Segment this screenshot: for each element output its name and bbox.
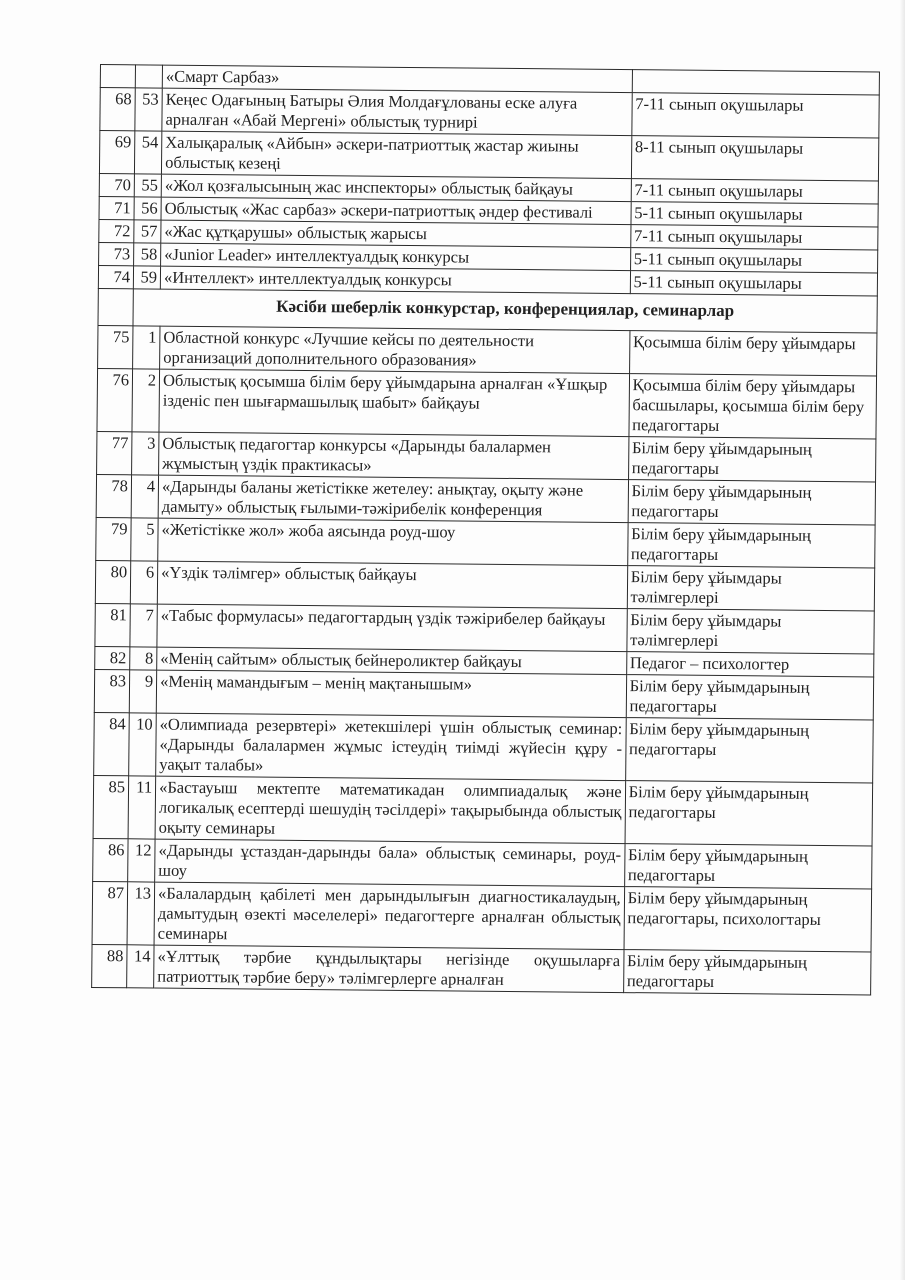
table-part-professional (92, 325, 877, 994)
event-name-cell: «Үздік тәлімгер» облыстық байқауы (157, 561, 627, 609)
table-part-students (98, 65, 879, 296)
row-subnumber-cell: 58 (134, 243, 161, 266)
row-number-cell: 69 (99, 131, 134, 174)
row-subnumber-cell: 8 (130, 647, 157, 670)
scan-edge-shadow (899, 0, 905, 1280)
row-subnumber-cell: 6 (130, 561, 157, 604)
event-name-cell: «Дарынды баланы жетістікке жетелеу: анықтау, оқыту және дамыту» облыстық ғылыми-тәжірибелік конференция (158, 475, 628, 523)
event-name-cell: Халықаралық «Айбын» әскери-патриоттық жастар жиыны облыстық кезеңі (162, 131, 632, 179)
table-row (94, 712, 874, 782)
row-subnumber-cell: 3 (132, 432, 159, 475)
table-row (92, 944, 871, 994)
event-name-cell: «Жол қозғалысының жас инспекторы» облыстық байқауы (161, 174, 631, 202)
row-subnumber-cell: 2 (132, 369, 160, 432)
audience-cell: Білім беру ұйымдарының педагогтары (623, 950, 871, 995)
row-number-cell: 75 (98, 325, 133, 368)
audience-cell: Білім беру ұйымдарының педагогтары (628, 480, 876, 525)
row-subnumber-cell: 55 (134, 174, 161, 197)
row-subnumber-cell: 9 (129, 670, 156, 713)
row-number-cell: 83 (94, 669, 129, 712)
row-number-cell: 72 (99, 219, 134, 242)
row-number-cell: 78 (96, 474, 131, 517)
row-number-cell: 82 (95, 646, 130, 669)
audience-cell: Білім беру ұйымдарының педагогтары (625, 781, 873, 846)
row-number-cell: 77 (97, 431, 132, 474)
table-row (96, 474, 875, 524)
event-name-cell: «Балалардың қабілеті мен дарындылығын диагностикалаудың, дамытудың өзекті мәселелері» педагогтерге арналған облыстық семинары (154, 882, 624, 950)
row-subnumber-cell: 56 (134, 197, 161, 220)
audience-cell: Білім беру ұйымдарының педагогтары (625, 718, 873, 783)
row-subnumber-cell: 5 (131, 518, 158, 561)
event-name-cell: «Менің сайтым» облыстық бейнероликтер байқауы (157, 647, 627, 675)
row-number-cell: 73 (99, 242, 134, 265)
section-header-index-cell (98, 288, 133, 325)
event-name-cell: Кеңес Одағының Батыры Әлия Молдағұлованы еске алуға арналған «Абай Мергені» облыстық турнирі (162, 88, 632, 136)
event-name-cell: Областной конкурс «Лучшие кейсы по деятельности организаций дополнительного образования» (160, 326, 630, 374)
event-name-cell: «Интеллект» интеллектуалдық конкурсы (160, 266, 630, 294)
row-subnumber-cell: 12 (128, 839, 155, 882)
audience-cell: 7-11 сынып оқушылары (631, 93, 879, 138)
audience-cell: 8-11 сынып оқушылары (631, 136, 879, 181)
audience-cell: 5-11 сынып оқушылары (630, 271, 878, 296)
event-name-cell: «Бастауыш мектепте математикадан олимпиадалық және логикалық есептерді шешудің тәсілдері» тақырыбында облыстық оқыту семинары (155, 776, 625, 844)
row-subnumber-cell: 14 (127, 945, 154, 988)
table-row (94, 669, 873, 719)
table-row (93, 775, 873, 845)
row-number-cell: 80 (95, 560, 130, 603)
audience-cell: Білім беру ұйымдарының педагогтары, психологтары (624, 887, 872, 952)
audience-cell (632, 70, 880, 95)
row-subnumber-cell: 11 (128, 776, 156, 839)
event-name-cell: Облыстық «Жас сарбаз» әскери-патриоттық әндер фестивалі (161, 197, 631, 225)
section-title: Кәсіби шеберлік конкурстар, конференциялар, семинарлар (133, 289, 877, 333)
row-number-cell: 81 (95, 603, 130, 646)
row-number-cell: 74 (98, 265, 133, 288)
row-subnumber-cell: 4 (131, 475, 158, 518)
row-number-cell: 86 (93, 838, 128, 881)
event-name-cell: «Табыс формуласы» педагогтардың үздік тәжірибелер байқауы (157, 604, 627, 652)
table-row (92, 881, 872, 951)
event-name-cell: «Junior Leader» интеллектуалдық конкурсы (161, 243, 631, 271)
row-subnumber-cell: 59 (133, 266, 160, 289)
event-name-cell: «Жас құтқарушы» облыстық жарысы (161, 220, 631, 248)
audience-cell: Білім беру ұйымдары тәлімгерлері (627, 566, 875, 611)
row-number-cell: 76 (97, 368, 133, 431)
audience-cell: 7-11 сынып оқушылары (631, 179, 879, 204)
row-number-cell (100, 65, 135, 88)
audience-cell: Білім беру ұйымдарының педагогтары (624, 844, 872, 889)
table-row (97, 431, 876, 481)
event-name-cell: «Дарынды ұстаздан-дарынды бала» облыстық семинары, роуд-шоу (155, 839, 625, 887)
audience-cell: Білім беру ұйымдарының педагогтары (626, 675, 874, 720)
event-name-cell: «Менің мамандығым – менің мақтанышым» (156, 670, 626, 718)
row-subnumber-cell: 10 (129, 713, 157, 776)
event-name-cell: «Ұлттық тәрбие құндылықтары негізінде оқушыларға патриоттық тәрбие беру» тәлімгерлерге арналған (154, 945, 624, 993)
event-name-cell: «Жетістікке жол» жоба аясында роуд-шоу (158, 518, 628, 566)
row-number-cell: 79 (96, 517, 131, 560)
table-row (100, 88, 879, 138)
table-row (95, 560, 874, 610)
row-subnumber-cell: 1 (133, 326, 160, 369)
event-name-cell: «Смарт Сарбаз» (162, 65, 632, 93)
event-name-cell: «Олимпиада резервтері» жетекшілері үшін облыстық семинар: «Дарынды балалармен жұмыс істеудің тиімді жүйесін құру - уақыт талабы» (156, 713, 626, 781)
audience-cell: Білім беру ұйымдарының педагогтары (627, 523, 875, 568)
row-subnumber-cell: 54 (134, 131, 161, 174)
row-subnumber-cell: 7 (130, 604, 157, 647)
event-name-cell: Облыстық қосымша білім беру ұйымдарына арналған «Ұшқыр ізденіс пен шығармашылық шабыт» байқауы (159, 369, 629, 437)
events-table (91, 64, 880, 995)
table-row (93, 838, 872, 888)
table-row (98, 325, 877, 375)
table-row (99, 131, 878, 181)
audience-cell: 5-11 сынып оқушылары (630, 248, 878, 273)
row-number-cell: 84 (94, 712, 130, 775)
row-number-cell: 71 (99, 196, 134, 219)
audience-cell: Қосымша білім беру ұйымдары (629, 331, 877, 376)
row-subnumber-cell: 13 (127, 882, 155, 945)
row-subnumber-cell: 57 (134, 220, 161, 243)
audience-cell: Педагог – психологтер (626, 652, 874, 677)
audience-cell: Қосымша білім беру ұйымдары басшылары, қосымша білім беру педагогтары (629, 374, 877, 439)
audience-cell: 5-11 сынып оқушылары (631, 202, 879, 227)
table-row (95, 603, 874, 653)
row-number-cell: 70 (99, 173, 134, 196)
audience-cell: 7-11 сынып оқушылары (630, 225, 878, 250)
row-number-cell: 68 (100, 88, 135, 131)
audience-cell: Білім беру ұйымдары тәлімгерлері (627, 609, 875, 654)
table-row (96, 517, 875, 567)
event-name-cell: Облыстық педагогтар конкурсы «Дарынды балалармен жұмыстың үздік практикасы» (159, 432, 629, 480)
audience-cell: Білім беру ұйымдарының педагогтары (628, 437, 876, 482)
row-subnumber-cell: 53 (135, 88, 162, 131)
row-number-cell: 85 (93, 775, 129, 838)
row-subnumber-cell (135, 65, 162, 88)
row-number-cell: 87 (92, 881, 128, 944)
row-number-cell: 88 (92, 944, 127, 987)
table-row (97, 368, 877, 438)
